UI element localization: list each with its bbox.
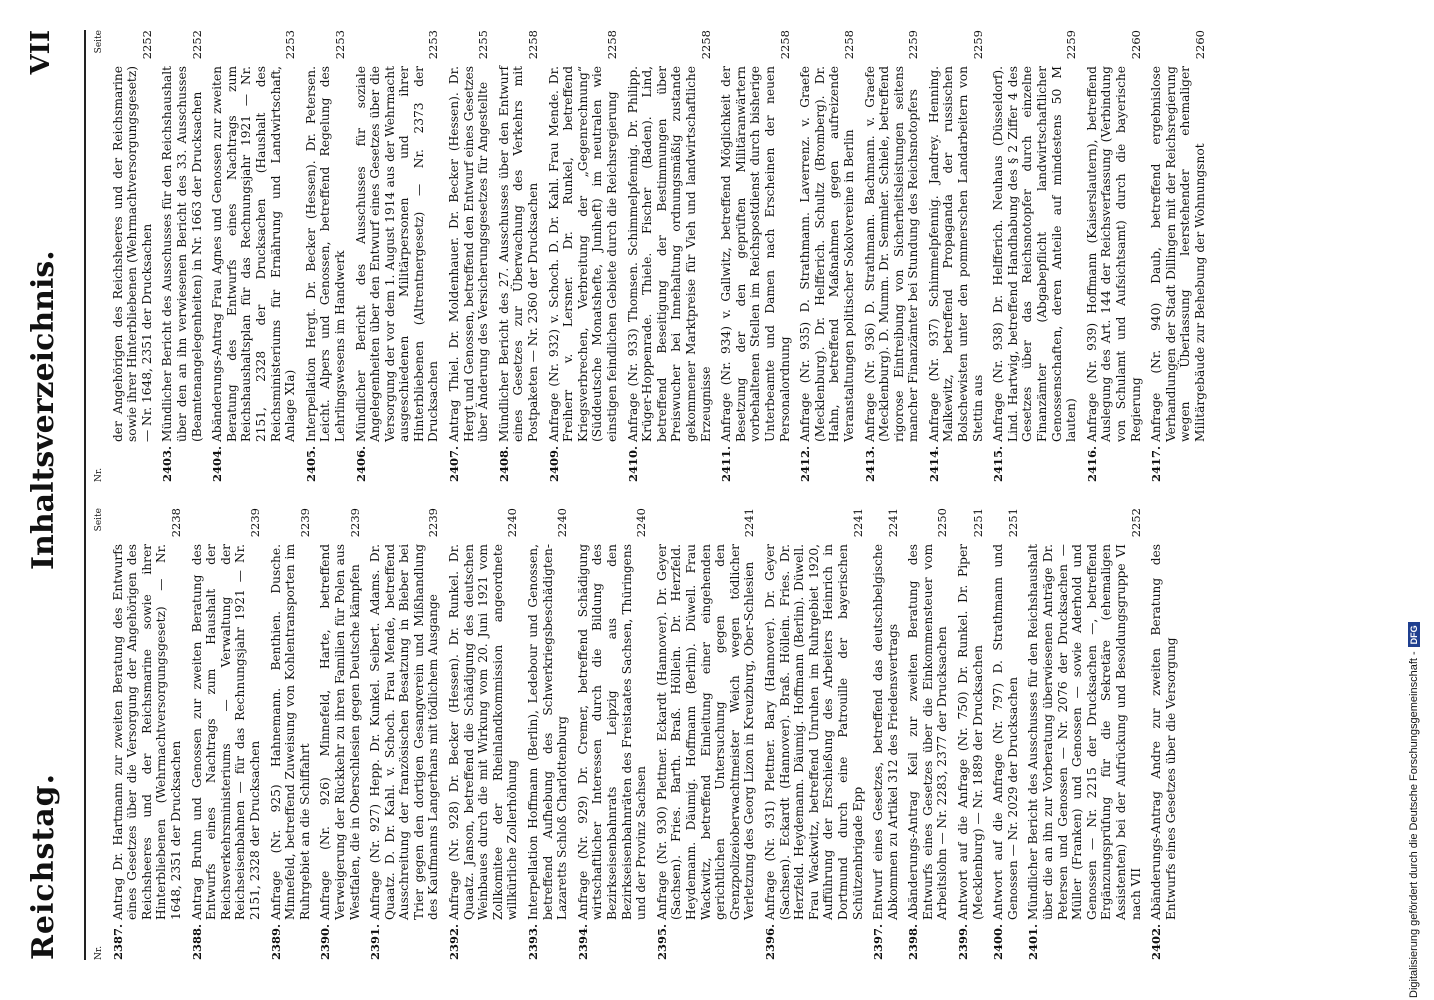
entry-number: 2407. <box>447 445 462 482</box>
toc-entry <box>447 30 491 482</box>
toc-entry <box>269 508 313 960</box>
entry-number: 2388. <box>189 923 204 960</box>
entry-text: Anfrage (Nr. 926) Minnefeld, Harte, betreffend Verweigerung der Rückkehr zu ihren Familien für Polen aus Westfalen, die in Oberschlesien gegen Deutsche kämpfen <box>318 544 362 920</box>
entry-text: Anfrage (Nr. 932) v. Schoch. D. Dr. Kahl. Frau Mende. Dr. Freiherr v. Lersner. Dr. Runkel, betreffend Kriegsverbrechen, Verbreitung der „Gegenrechnung“ (Süddeutsche Monatshefte, Juniheft) im neutralen wie einstigen feindlichen Gebiete durch die Reichsregierung <box>546 66 619 442</box>
header-title: Inhaltsverzeichnis. <box>26 250 61 570</box>
entry-page: 2239 <box>247 508 262 538</box>
toc-entry <box>318 508 362 960</box>
entry-number: 2395. <box>654 923 669 960</box>
entry-text: Antwort auf die Anfrage (Nr. 797) D. Strathmann und Genossen — Nr. 2029 der Drucksachen <box>991 544 1020 920</box>
entry-page: 2241 <box>885 508 900 538</box>
entry-page: 2253 <box>332 30 347 60</box>
toc-entry <box>1026 508 1143 960</box>
entry-text: Anfrage (Nr. 927) Hepp. Dr. Kunkel. Seibert. Adams. Dr. Quaatz. D. Dr. Kahl. v. Schoch. Frau Mende, betreffend Ausschreitung der französischen Besatzung in Bieber bei Trier gegen den dortigen Gesangverein und Mißhandlung des Kaufmanns Langerhans mit tödlichem Ausgange <box>368 544 441 920</box>
entry-page: 2258 <box>605 30 619 60</box>
entry-page: 2258 <box>841 30 856 60</box>
toc-entry <box>1085 30 1143 482</box>
toc-entry <box>1149 30 1207 482</box>
entry-number: 2397. <box>871 923 886 960</box>
entry-number: 2411. <box>719 445 734 482</box>
entry-page: 2258 <box>698 30 713 60</box>
entry-text: Anfrage (Nr. 936) D. Strathmann. Bachmann. v. Graefe (Mecklenburg). D. Mumm. Dr. Semmler. Schiele, betreffend rigorose Eintreibung von Sicherheitsleistungen seitens mancher Finanzämter bei Stundung des Reichsnotopfers <box>862 66 921 442</box>
entry-text: Anfrage (Nr. 939) Hoffmann (Kaiserslautern), betreffend Auslegung des Art. 144 der Reichsverfassung (Verbindung von Schulamt und Aufsichtsamt) durch die bayerische Regierung <box>1084 66 1143 442</box>
toc-entry <box>190 508 263 960</box>
entry-page: 2253 <box>283 30 298 60</box>
entry-text: Mündlicher Bericht des Ausschusses für soziale Angelegenheiten über den Entwurf eines Gesetzes über die Versorgung der vor dem 1. August 1914 aus der Wehrmacht ausgeschiedenen Militärpersonen und ihrer Hinterbliebenen (Altrentnergesetz) — Nr. 2373 der Drucksachen <box>353 66 441 442</box>
toc-entry <box>160 30 204 482</box>
entry-page: 2239 <box>297 508 312 538</box>
dfg-logo: DFG <box>1408 622 1420 647</box>
toc-entry <box>1149 508 1178 960</box>
entry-number: 2402. <box>1149 923 1164 960</box>
entry-page: 2259 <box>970 30 985 60</box>
entry-text: Anfrage (Nr. 934) v. Gallwitz, betreffend Möglichkeit der Besetzung der den geprüften Militäranwärtern vorbehaltenen Stellen im Reichspostdienst durch bisherige Unterbeamte und Damen nach Erscheinen der neuen Personalordnung <box>719 66 792 442</box>
toc-entry <box>447 508 520 960</box>
digitization-text: Digitalisierung gefördert durch die Deutsche Forschungsgemeinschaft - <box>1408 651 1420 998</box>
entry-number: 2413. <box>862 445 877 482</box>
entry-page: 2241 <box>850 508 865 538</box>
entry-number: 2405. <box>303 445 318 482</box>
entry-page: 2240 <box>555 508 570 538</box>
entry-number: 2391. <box>368 923 383 960</box>
toc-entry <box>655 508 757 960</box>
entry-text: Abänderungs-Antrag Frau Agnes und Genossen zur zweiten Beratung des Entwurfs eines Nachtrags zum Reichshaushaltsplan für das Rechnungsjahr 1921 — Nr. 2151, 2328 der Drucksachen (Haushalt des Reichsministeriums für Ernährung und Landwirtschaft, Anlage XIa) <box>210 66 298 442</box>
entry-text: Interpellation Hoffmann (Berlin), Ledebour und Genossen, betreffend Aufhebung des Schwerkriegsbeschädigten-Lazaretts Schloß Charlottenburg <box>526 544 570 920</box>
entry-text: Anfrage (Nr. 940) Daub, betreffend ergebnislose Verhandlungen der Stadt Dillingen mit der Reichsregierung wegen Überlassung leerstehender ehemaliger Militärgebäude zur Behebung der Wohnungsnot <box>1149 66 1207 442</box>
entry-page: 2252 <box>189 30 204 60</box>
entry-page: 2240 <box>634 508 649 538</box>
entry-text: Anfrage (Nr. 935) D. Strathmann. Laverrenz. v. Graefe (Mecklenburg). Dr. Helfferich. Schultz (Bromberg). Dr. Hahn, betreffend Maßnahmen gegen aufreizende Veranstaltungen politischer Sokolvereine in Berlin <box>798 66 856 442</box>
entry-number: 2390. <box>318 923 333 960</box>
column-nr-label: Nr. <box>94 945 104 960</box>
entry-number: 2412. <box>798 445 813 482</box>
toc-entry <box>798 30 856 482</box>
entry-number: 2410. <box>625 445 640 482</box>
entry-number: 2399. <box>956 923 971 960</box>
entry-text: Mündlicher Bericht des Ausschusses für den Reichshaushalt über den an ihn verwiesenen Bericht des 33. Ausschusses (Beamtenangelegenheiten) in Nr. 1663 der Drucksachen <box>160 66 204 442</box>
entry-number: 2401. <box>1026 923 1041 960</box>
toc-entry <box>354 30 442 482</box>
column-page-label: Seite <box>94 508 104 532</box>
entry-number: 2387. <box>110 923 125 960</box>
entry-number: 2400. <box>991 923 1006 960</box>
entry-page: 2251 <box>1005 508 1020 538</box>
entry-text: Abänderungs-Antrag Andre zur zweiten Beratung des Entwurfs eines Gesetzes über die Versorgung <box>1149 544 1178 920</box>
toc-entry <box>956 508 985 960</box>
toc-entry <box>626 30 714 482</box>
toc-entry <box>763 508 865 960</box>
entry-text: Mündlicher Bericht des 27. Ausschusses über den Entwurf eines Gesetzes zur Überwachung des Verkehrs mit Postpaketen — Nr. 2360 der Drucksachen <box>496 66 541 442</box>
toc-entry <box>871 508 900 960</box>
entry-number: 2389. <box>268 923 283 960</box>
toc-entry <box>576 508 649 960</box>
toc-entry <box>906 508 950 960</box>
entry-number: 2404. <box>210 445 225 482</box>
toc-entry <box>210 30 298 482</box>
toc-entry <box>927 30 985 482</box>
entry-page: 2258 <box>526 30 541 60</box>
entry-number: 2396. <box>762 923 777 960</box>
entry-text: Entwurf eines Gesetzes, betreffend das deutschbelgische Abkommen zu Artikel 312 des Friedensvertrags <box>871 544 900 920</box>
entry-text: Anfrage (Nr. 933) Thomsen. Schimmelpfennig. Dr. Philipp. Krüger-Hoppenrade. Thiele. Fischer (Baden). Lind, betreffend Beseitigung der Bestimmungen über Preiswucher bei Innehaltung ordnungsmäßig zustande gekommener Marktpreise für Vieh und landwirtschaftliche Erzeugnisse <box>625 66 713 442</box>
entry-number: 2417. <box>1149 445 1164 482</box>
entry-text: Anfrage (Nr. 937) Schimmelpfennig. Jandrey. Henning. Malkewitz, betreffend Propaganda der russischen Bolschewisten unter den pommerschen Landarbeitern von Stettin aus <box>926 66 985 442</box>
header-left: Reichstag. <box>26 772 61 960</box>
entry-text: Antrag Bruhn und Genossen zur zweiten Beratung des Entwurfs eines Nachtrags zum Haushalt der Reichsverkehrsministeriums — Verwaltung der Reichseisenbahnen — für das Rechnungsjahr 1921 — Nr. 2151, 2328 der Drucksachen <box>189 544 262 920</box>
entry-page: 2260 <box>1192 30 1207 60</box>
entry-page: 2259 <box>906 30 921 60</box>
entry-page: 2251 <box>970 508 985 538</box>
entry-text: Anfrage (Nr. 930) Plettner. Eckardt (Hannover). Dr. Geyer (Sachsen). Fries. Barth. Braß. Höllein. Dr. Herzfeld. Heydemann. Däumig. Hoffmann (Berlin). Düwell. Frau Wackwitz, betreffend Einleitung einer eingehenden gerichtlichen Untersuchung gegen den Grenzpolizeioberwachtmeister Weich wegen tödlicher Verletzung des Georg Lizon in Kreuzburg, Ober-Schlesien <box>654 544 757 920</box>
entry-text: der Angehörigen des Reichsheeres und der Reichsmarine sowie ihrer Hinterbliebenen (Wehrmachtversorgungsgesetz) — Nr. 1648, 2351 der Drucksachen <box>110 66 154 442</box>
entry-text: Anfrage (Nr. 931) Plettner. Bary (Hannover). Dr. Geyer (Sachsen). Eckardt (Hannover). Braß. Höllein. Fries. Dr. Herzfeld. Heydemann. Däumig. Hoffmann (Berlin). Düwell. Frau Wackwitz, betreffend Unruhen im Ruhrgebiet 1920, Aufführung der Erschießung des Arbeiters Heinrich in Dortmund durch eine Patrouille der bayerischen Schützenbrigade Epp <box>762 544 865 920</box>
toc-entry <box>991 30 1079 482</box>
entry-number: 2392. <box>447 923 462 960</box>
entry-number: 2393. <box>526 923 541 960</box>
entry-text: Interpellation Hergt. Dr. Becker (Hessen). Dr. Petersen. Leicht. Alpers und Genossen, betreffend Regelung des Lehrlingswesens im Handwerk <box>303 66 347 442</box>
toc-entry <box>991 508 1020 960</box>
entry-page: 2259 <box>1064 30 1079 60</box>
entry-text: Antrag Dr. Hartmann zur zweiten Beratung des Entwurfs eines Gesetzes über die Versorgung der Angehörigen des Reichsheeres und der Reichsmarine sowie ihrer Hinterbliebenen (Wehrmachtversorgungsgesetz) — Nr. 1648, 2351 der Drucksachen <box>110 544 183 920</box>
entry-text: Mündlicher Bericht des Ausschusses für den Reichshaushalt über die an ihn zur Vorberatung überwiesenen Anträge Dr. Petersen und Genossen — Nr. 2076 der Drucksachen — Müller (Franken) und Genossen — sowie Aderhold und Genossen — Nr. 2215 der Drucksachen —, betreffend Ergänzungsprüfung für die Sekretäre (ehemaligen Assistenten) bei der Aufrückung und Besoldungsgruppe VI nach VII <box>1026 544 1143 920</box>
entry-text: Anfrage (Nr. 929) Dr. Cremer, betreffend Schädigung wirtschaftlicher Interessen durch die Bildung des Bezirkseisenbahnrats Leipzig aus den Bezirkseisenbahnräten des Freistaates Sachsen, Thüringens und der Provinz Sachsen <box>575 544 649 920</box>
entry-text: Anfrage (Nr. 928) Dr. Becker (Hessen). Dr. Runkel. Dr. Quaatz. Janson, betreffend die Schädigung des deutschen Weinbaues durch die mit Wirkung vom 20. Juni 1921 vom Zollkomitee der Rheinlandkommission angeordnete willkürliche Zollerhöhung <box>447 544 520 920</box>
entry-page: 2239 <box>347 508 362 538</box>
entry-page: 2253 <box>426 30 441 60</box>
header-rule <box>84 30 86 960</box>
entry-page: 2238 <box>168 508 183 538</box>
toc-entry <box>111 30 155 482</box>
page-header <box>18 30 78 960</box>
entry-text: Anfrage (Nr. 925) Hahnemann. Benthien. Dusche. Minnefeld, betreffend Zuweisung von Kohlentransporten im Ruhrgebiet an die Schiffahrt <box>268 544 312 920</box>
entry-number: 2398. <box>906 923 921 960</box>
entry-page: 2241 <box>742 508 757 538</box>
column-page-label: Seite <box>94 30 104 54</box>
entry-text: Antwort auf die Anfrage (Nr. 750) Dr. Runkel. Dr. Piper (Mecklenburg) — Nr. 1889 der Drucksachen <box>956 544 985 920</box>
toc-entry <box>368 508 441 960</box>
entry-number: 2415. <box>991 445 1006 482</box>
toc-entry <box>111 508 184 960</box>
entry-number: 2416. <box>1084 445 1099 482</box>
entry-page: 2250 <box>935 508 950 538</box>
right-column <box>92 30 1214 482</box>
toc-entry <box>497 30 541 482</box>
left-column-header <box>92 508 107 960</box>
entry-page: 2260 <box>1128 30 1143 60</box>
left-column <box>92 508 1184 960</box>
entry-page: 2255 <box>476 30 491 60</box>
entry-number: 2414. <box>926 445 941 482</box>
entry-page: 2252 <box>1128 508 1143 538</box>
toc-entry <box>863 30 921 482</box>
toc-entry <box>304 30 348 482</box>
entry-text: Abänderungs-Antrag Keil zur zweiten Beratung des Entwurfs eines Gesetzes über die Einkommensteuer vom Arbeitslohn — Nr. 2283, 2377 der Drucksachen <box>906 544 950 920</box>
entry-number: 2408. <box>496 445 511 482</box>
entry-number: 2394. <box>575 923 590 960</box>
entry-page: 2258 <box>777 30 792 60</box>
entry-page: 2252 <box>139 30 154 60</box>
entry-page: 2240 <box>505 508 520 538</box>
entry-number: 2409. <box>546 445 561 482</box>
entry-text: Anfrage (Nr. 938) Dr. Helfferich. Neuhaus (Düsseldorf). Lind. Hartwig, betreffend Handhabung des § 2 Ziffer 4 des Gesetzes über das Reichsnotopfer durch einzelne Finanzämter (Abgabepflicht landwirtschaftlicher Genossenschaften, deren Anteile auf mindestens 50 M lauten) <box>991 66 1079 442</box>
header-page-number: VII <box>26 30 56 75</box>
toc-entry <box>526 508 570 960</box>
right-column-header <box>92 30 107 482</box>
toc-entry <box>547 30 620 482</box>
entry-number: 2403. <box>160 445 175 482</box>
entry-number: 2406. <box>353 445 368 482</box>
entry-text: Antrag Thiel. Dr. Moldenhauer. Dr. Becker (Hessen). Dr. Hergt und Genossen, betreffend den Entwurf eines Gesetzes über Änderung des Versicherungsgesetzes für Angestellte <box>447 66 491 442</box>
entry-page: 2239 <box>426 508 441 538</box>
column-nr-label: Nr. <box>94 467 104 482</box>
toc-entry <box>719 30 792 482</box>
digitization-note <box>1408 0 1420 998</box>
